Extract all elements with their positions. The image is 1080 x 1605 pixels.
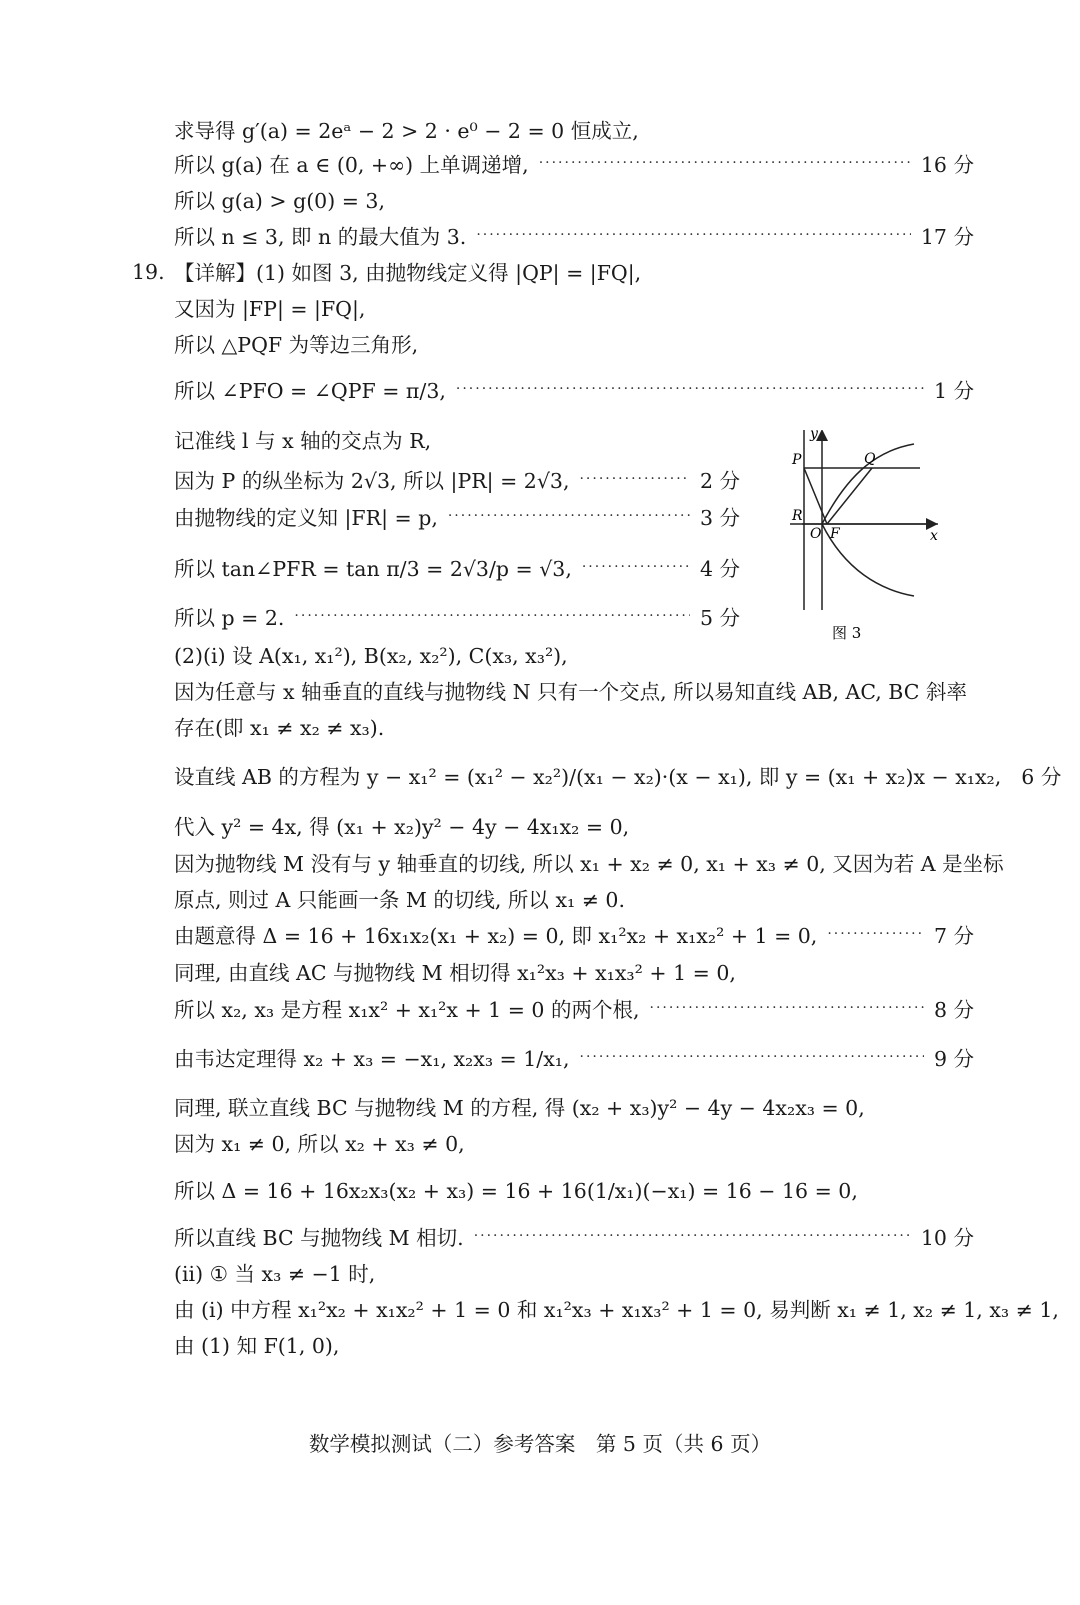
text-line: 所以 x₂, x₃ 是方程 x₁x² + x₁²x + 1 = 0 的两个根, ····· 8 分 [174, 991, 974, 1025]
score-label: 8 分 [933, 998, 974, 1022]
text-line: 代入 y² = 4x, 得 (x₁ + x₂)y² − 4y − 4x₁x₂ = 0, [174, 815, 630, 839]
label-x: x [930, 528, 938, 544]
score-label: 1 分 [933, 379, 974, 403]
figure-caption: 图 3 [832, 624, 862, 642]
text-line: 所以直线 BC 与抛物线 M 相切. ····· 10 分 [174, 1219, 974, 1253]
text-line: 原点, 则过 A 只能画一条 M 的切线, 所以 x₁ ≠ 0. [174, 888, 625, 912]
text-line: 所以 p = 2. ····· 5 分 [174, 599, 740, 633]
score-label: 2 分 [699, 469, 740, 493]
text-line: 同理, 联立直线 BC 与抛物线 M 的方程, 得 (x₂ + x₃)y² − 4y − 4x₂x₃ = 0, [174, 1096, 865, 1120]
score-label: 5 分 [699, 606, 740, 630]
text-line: 记准线 l 与 x 轴的交点为 R, [174, 429, 432, 453]
text-line: 因为抛物线 M 没有与 y 轴垂直的切线, 所以 x₁ + x₂ ≠ 0, x₁ + x₃ ≠ 0, 又因为若 A 是坐标 [174, 852, 1004, 876]
text-line: 因为 P 的纵坐标为 2√3, 所以 |PR| = 2√3, ····· 2 分 [174, 462, 740, 496]
score-label: 10 分 [920, 1226, 974, 1250]
text-line: 设直线 AB 的方程为 y − x₁² = (x₁² − x₂²)/(x₁ − x₂)·(x − x₁), 即 y = (x₁ + x₂)x − x₁x₂, 6 分 [174, 758, 974, 792]
figure-3 [790, 430, 990, 670]
score-label: 17 分 [920, 225, 974, 249]
page-footer: 数学模拟测试（二）参考答案 第 5 页（共 6 页） [308, 1432, 772, 1456]
text-line: 因为 x₁ ≠ 0, 所以 x₂ + x₃ ≠ 0, [174, 1132, 465, 1156]
text-line: 由 (i) 中方程 x₁²x₂ + x₁x₂² + 1 = 0 和 x₁²x₃ + x₁x₃² + 1 = 0, 易判断 x₁ ≠ 1, x₂ ≠ 1, x₃ ≠ 1, [174, 1298, 1059, 1322]
label-f: F [830, 526, 840, 542]
text-line: 【详解】(1) 如图 3, 由抛物线定义得 |QP| = |FQ|, [174, 261, 642, 285]
score-label: 6 分 [1021, 765, 1062, 789]
label-p: P [792, 452, 802, 468]
text-line: 同理, 由直线 AC 与抛物线 M 相切得 x₁²x₃ + x₁x₃² + 1 = 0, [174, 961, 736, 985]
text-line: (2)(i) 设 A(x₁, x₁²), B(x₂, x₂²), C(x₃, x₃²), [174, 644, 568, 668]
line-pf [804, 468, 827, 524]
text-line: (ii) ① 当 x₃ ≠ −1 时, [174, 1262, 376, 1286]
text-line: 所以 ∠PFO = ∠QPF = π/3, ····· 1 分 [174, 372, 974, 406]
text-line: 求导得 g′(a) = 2eᵃ − 2 > 2 · e⁰ − 2 = 0 恒成立, [174, 119, 639, 143]
parabola-diagram [790, 430, 990, 670]
text-line: 由韦达定理得 x₂ + x₃ = −x₁, x₂x₃ = 1/x₁, ····· 9 分 [174, 1040, 974, 1074]
text-line: 由题意得 Δ = 16 + 16x₁x₂(x₁ + x₂) = 0, 即 x₁²x₂ + x₁x₂² + 1 = 0, ····· 7 分 [174, 917, 974, 951]
text-line: 所以 Δ = 16 + 16x₂x₃(x₂ + x₃) = 16 + 16(1/x₁)(−x₁) = 16 − 16 = 0, [174, 1179, 858, 1203]
label-o: O [810, 526, 822, 542]
text-line: 存在(即 x₁ ≠ x₂ ≠ x₃). [174, 716, 385, 740]
problem-number: 19. [132, 260, 165, 284]
label-y: y [810, 430, 818, 442]
text-line: 所以 g(a) > g(0) = 3, [174, 189, 385, 213]
text-line: 又因为 |FP| = |FQ|, [174, 297, 366, 321]
score-label: 7 分 [933, 924, 974, 948]
score-label: 4 分 [699, 557, 740, 581]
text-line: 由 (1) 知 F(1, 0), [174, 1334, 340, 1358]
score-label: 3 分 [699, 506, 740, 530]
text-line: 因为任意与 x 轴垂直的直线与抛物线 N 只有一个交点, 所以易知直线 AB, AC, BC 斜率 [174, 680, 967, 704]
text-line: 所以 tan∠PFR = tan π/3 = 2√3/p = √3, ····· 4 分 [174, 550, 740, 584]
text-line: 由抛物线的定义知 |FR| = p, ····· 3 分 [174, 499, 740, 533]
score-label: 16 分 [920, 153, 974, 177]
score-label: 9 分 [933, 1047, 974, 1071]
text-line: 所以 △PQF 为等边三角形, [174, 333, 419, 357]
label-r: R [792, 508, 803, 524]
label-q: Q [864, 451, 876, 467]
text-line: 所以 n ≤ 3, 即 n 的最大值为 3. ····· 17 分 [174, 218, 974, 252]
text-line: 所以 g(a) 在 a ∈ (0, +∞) 上单调递增, ····· 16 分 [174, 146, 974, 180]
line-fq [827, 468, 872, 524]
